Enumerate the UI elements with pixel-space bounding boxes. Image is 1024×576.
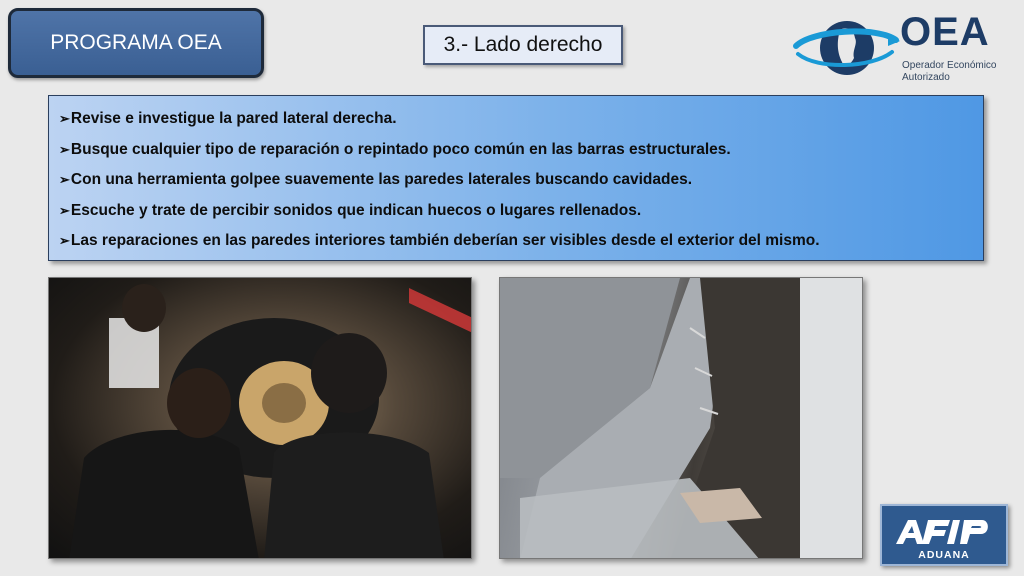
- bullet-item: [59, 106, 973, 137]
- bullet-list: [59, 106, 973, 259]
- bullet-text: Busque cualquier tipo de reparación o repintado poco común en las barras estructurales.: [70, 140, 731, 158]
- bullet-text: Escuche y trate de percibir sonidos que indican huecos o lugares rellenados.: [70, 201, 642, 219]
- bullet-text: Con una herramienta golpee suavemente las paredes laterales buscando cavidades.: [70, 171, 693, 188]
- program-label: PROGRAMA OEA: [50, 31, 222, 54]
- afip-wordmark-icon: [882, 510, 1006, 552]
- inspection-photo-container-wall: [499, 277, 863, 559]
- afip-caption: ADUANA: [918, 549, 970, 561]
- arrow-bullet-icon: ➢: [59, 202, 70, 218]
- oea-wordmark: OEA: [900, 10, 990, 54]
- bullet-item: [59, 167, 973, 198]
- afip-aduana-logo: [880, 504, 1008, 566]
- oea-subtitle-line1: Operador Económico: [902, 60, 997, 71]
- oea-subtitle-line2: Autorizado: [902, 72, 950, 83]
- bullet-item: [59, 137, 973, 168]
- section-title: [423, 25, 623, 65]
- bullet-text: Las reparaciones en las paredes interiores también deberían ser visibles desde el exterior del mismo.: [70, 232, 820, 249]
- bullet-panel: [48, 95, 984, 261]
- bullet-text: Revise e investigue la pared lateral derecha.: [70, 110, 397, 127]
- arrow-bullet-icon: ➢: [59, 172, 70, 187]
- section-title-text: 3.- Lado derecho: [443, 33, 603, 56]
- container-wall-illustration: [500, 278, 863, 559]
- bullet-item: [59, 228, 973, 259]
- globe-swoosh-icon: [792, 8, 902, 88]
- bullet-item: [59, 198, 973, 229]
- tire-inspection-illustration: [49, 278, 472, 559]
- arrow-bullet-icon: ➢: [59, 141, 70, 157]
- oea-logo: [792, 8, 1017, 88]
- inspection-photo-tire: [48, 277, 472, 559]
- arrow-bullet-icon: ➢: [59, 233, 70, 248]
- arrow-bullet-icon: ➢: [59, 111, 70, 126]
- program-badge: [8, 8, 264, 78]
